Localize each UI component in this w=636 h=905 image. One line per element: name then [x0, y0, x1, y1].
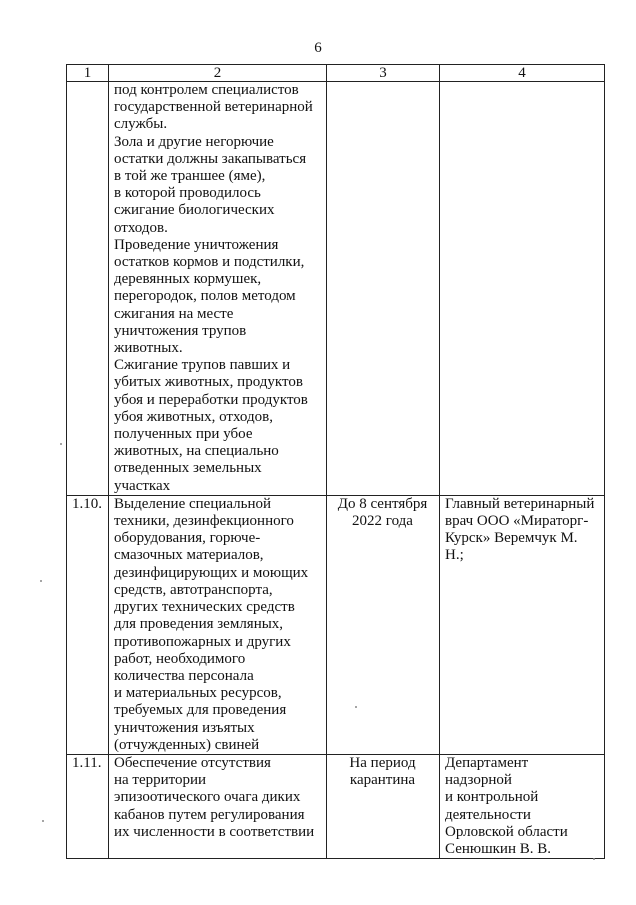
scan-speck [40, 580, 42, 582]
scan-speck [42, 820, 44, 822]
column-header-1: 1 [67, 65, 109, 82]
responsible-text [440, 82, 605, 496]
scan-speck [60, 443, 62, 445]
deadline-text: На период карантина [327, 754, 440, 858]
table-row [67, 82, 605, 496]
measures-table [66, 64, 605, 859]
row-number: 1.10. [67, 495, 109, 754]
row-number: 1.11. [67, 754, 109, 858]
row-number [67, 82, 109, 496]
measure-text: Обеспечение отсутствия на территории эпизоотического очага диких кабанов путем регулирования их численности в соответствии [109, 754, 327, 858]
table-row [67, 495, 605, 754]
column-header-2: 2 [109, 65, 327, 82]
table-row [67, 754, 605, 858]
measure-text: Выделение специальной техники, дезинфекционного оборудования, горюче- смазочных материалов, дезинфицирующих и моющих средств, автотранспорта, других технических средств для проведения земляных, противопожарных и других работ, необходимого количества персонала и материальных ресурсов, требуемых для проведения уничтожения изъятых (отчужденных) свиней [109, 495, 327, 754]
deadline-text: До 8 сентября 2022 года [327, 495, 440, 754]
scan-speck [355, 706, 357, 708]
column-header-4: 4 [440, 65, 605, 82]
responsible-text: Главный ветеринарный врач ООО «Мираторг- Курск» Веремчук М. Н.; [440, 495, 605, 754]
column-header-3: 3 [327, 65, 440, 82]
deadline-text [327, 82, 440, 496]
page-number: 6 [314, 40, 322, 56]
table-header-row [67, 65, 605, 82]
scan-speck [593, 858, 595, 860]
measure-text: под контролем специалистов государственной ветеринарной службы. Зола и другие негорючие остатки должны закапываться в той же траншее (яме), в которой проводилось сжигание биологических отходов. Проведение уничтожения остатков кормов и подстилки, деревянных кормушек, перегородок, полов методом сжигания на месте уничтожения трупов животных. Сжигание трупов павших и убитых животных, продуктов убоя и переработки продуктов убоя животных, отходов, полученных при убое животных, на специально отведенных земельных участках [109, 82, 327, 496]
responsible-text: Департамент надзорной и контрольной деятельности Орловской области Сенюшкин В. В. [440, 754, 605, 858]
